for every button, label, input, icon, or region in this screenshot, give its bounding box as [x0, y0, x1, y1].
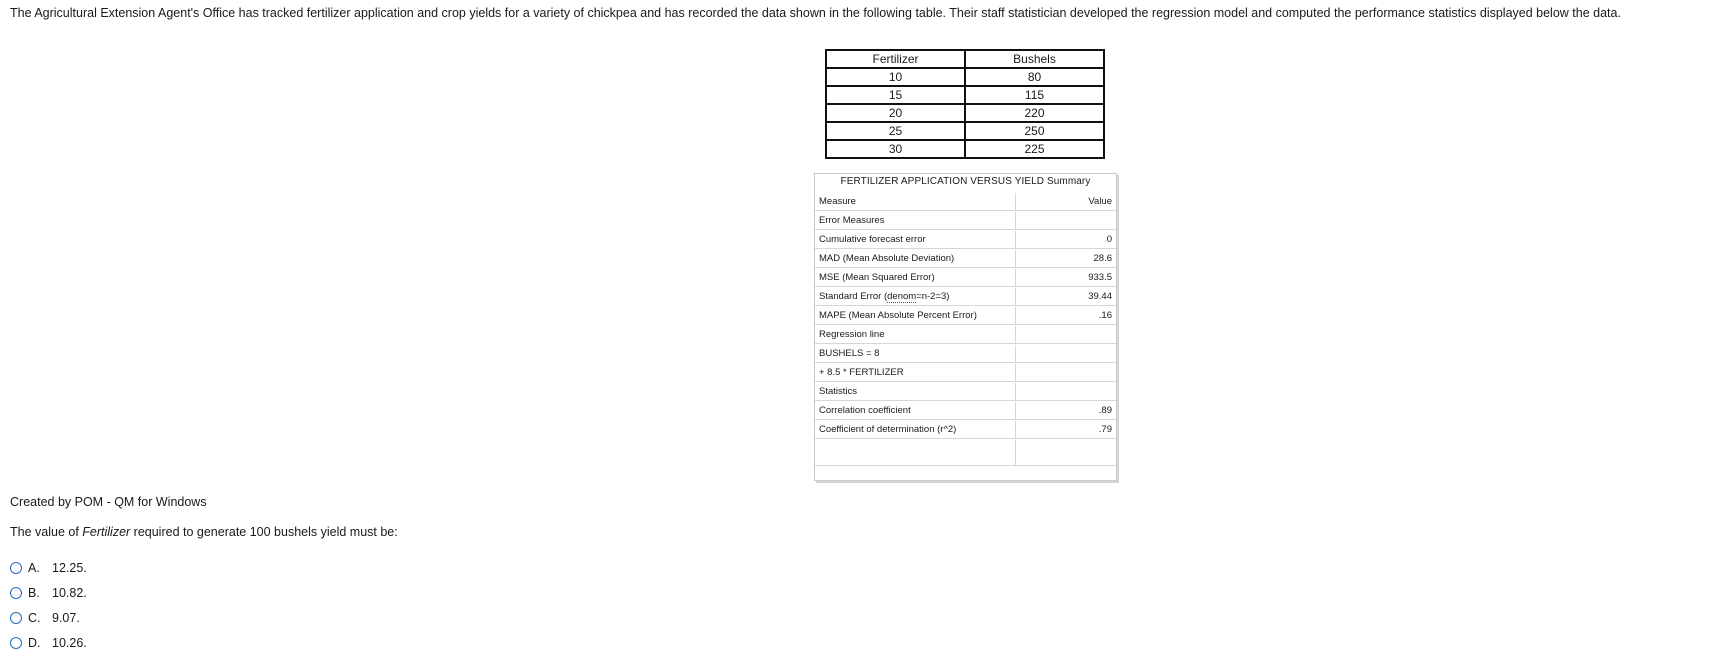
- table-header-row: [826, 50, 1104, 68]
- summary-row: [815, 421, 1116, 440]
- summary-measure: [815, 288, 1016, 306]
- measure-denom: denom: [887, 291, 917, 302]
- summary-row: [815, 440, 1116, 480]
- summary-row: [815, 345, 1116, 364]
- summary-title: FERTILIZER APPLICATION VERSUS YIELD Summary: [840, 176, 1091, 187]
- summary-measure: [815, 440, 1016, 466]
- option-d[interactable]: [10, 634, 87, 652]
- cell-bushels: 250: [965, 122, 1104, 140]
- question-prefix: The value of: [10, 525, 83, 539]
- table-row: [826, 68, 1104, 86]
- cell-bushels: 220: [965, 104, 1104, 122]
- option-letter: D.: [28, 636, 41, 650]
- intro-text: The Agricultural Extension Agent's Office has tracked fertilizer application and crop yields for a variety of chickpea and has recorded the data shown in the following table. Their staff statistician developed the regression model and computed the performance statistics displayed below the data.: [10, 6, 1621, 20]
- option-text: 9.07.: [52, 611, 80, 625]
- summary-value: [1016, 364, 1116, 382]
- option-text: 10.82.: [52, 586, 87, 600]
- summary-measure: MAPE (Mean Absolute Percent Error): [815, 307, 1016, 325]
- created-by-text: Created by POM - QM for Windows: [10, 495, 207, 509]
- cell-fertilizer: 15: [826, 86, 965, 104]
- summary-row: [815, 402, 1116, 421]
- summary-measure: + 8.5 * FERTILIZER: [815, 364, 1016, 382]
- cell-fertilizer: 30: [826, 140, 965, 158]
- summary-row: [815, 364, 1116, 383]
- option-b[interactable]: [10, 584, 87, 602]
- summary-value: .89: [1016, 402, 1116, 420]
- summary-measure: Measure: [815, 193, 1016, 211]
- summary-measure: Cumulative forecast error: [815, 231, 1016, 249]
- summary-row: [815, 383, 1116, 402]
- summary-panel: [814, 173, 1117, 481]
- summary-row: [815, 231, 1116, 250]
- summary-measure: Regression line: [815, 326, 1016, 344]
- cell-bushels: 225: [965, 140, 1104, 158]
- summary-value: [1016, 326, 1116, 344]
- summary-row: [815, 269, 1116, 288]
- radio-icon[interactable]: [10, 562, 22, 574]
- summary-value: 28.6: [1016, 250, 1116, 268]
- summary-value: 39.44: [1016, 288, 1116, 306]
- summary-value: Value: [1016, 193, 1116, 211]
- summary-measure: Statistics: [815, 383, 1016, 401]
- summary-value: [1016, 345, 1116, 363]
- radio-icon[interactable]: [10, 612, 22, 624]
- summary-value: [1016, 440, 1116, 466]
- summary-row: [815, 250, 1116, 269]
- summary-measure: BUSHELS = 8: [815, 345, 1016, 363]
- cell-bushels: 115: [965, 86, 1104, 104]
- cell-fertilizer: 10: [826, 68, 965, 86]
- radio-icon[interactable]: [10, 637, 22, 649]
- header-fertilizer: Fertilizer: [826, 50, 965, 68]
- question-suffix: required to generate 100 bushels yield must be:: [130, 525, 398, 539]
- summary-row: [815, 193, 1116, 212]
- option-letter: B.: [28, 586, 40, 600]
- summary-row: [815, 288, 1116, 307]
- table-row: [826, 86, 1104, 104]
- summary-row: [815, 307, 1116, 326]
- header-bushels: Bushels: [965, 50, 1104, 68]
- table-row: [826, 104, 1104, 122]
- summary-value: [1016, 212, 1116, 230]
- cell-fertilizer: 20: [826, 104, 965, 122]
- question-text: [10, 525, 398, 539]
- option-letter: C.: [28, 611, 41, 625]
- option-c[interactable]: [10, 609, 80, 627]
- option-text: 12.25.: [52, 561, 87, 575]
- summary-value: .16: [1016, 307, 1116, 325]
- radio-icon[interactable]: [10, 587, 22, 599]
- summary-measure: Correlation coefficient: [815, 402, 1016, 420]
- table-row: [826, 140, 1104, 158]
- summary-measure: MSE (Mean Squared Error): [815, 269, 1016, 287]
- summary-measure: MAD (Mean Absolute Deviation): [815, 250, 1016, 268]
- table-row: [826, 122, 1104, 140]
- summary-value: 0: [1016, 231, 1116, 249]
- option-text: 10.26.: [52, 636, 87, 650]
- option-a[interactable]: [10, 559, 87, 577]
- summary-row: [815, 326, 1116, 345]
- measure-suffix: =n-2=3): [916, 291, 950, 302]
- measure-prefix: Standard Error (: [819, 291, 888, 302]
- cell-fertilizer: 25: [826, 122, 965, 140]
- data-table: [825, 49, 1105, 159]
- summary-value: 933.5: [1016, 269, 1116, 287]
- cell-bushels: 80: [965, 68, 1104, 86]
- summary-measure: Coefficient of determination (r^2): [815, 421, 1016, 439]
- summary-value: [1016, 383, 1116, 401]
- summary-value: .79: [1016, 421, 1116, 439]
- question-variable: Fertilizer: [82, 525, 131, 539]
- summary-measure: Error Measures: [815, 212, 1016, 230]
- option-letter: A.: [28, 561, 40, 575]
- summary-row: [815, 212, 1116, 231]
